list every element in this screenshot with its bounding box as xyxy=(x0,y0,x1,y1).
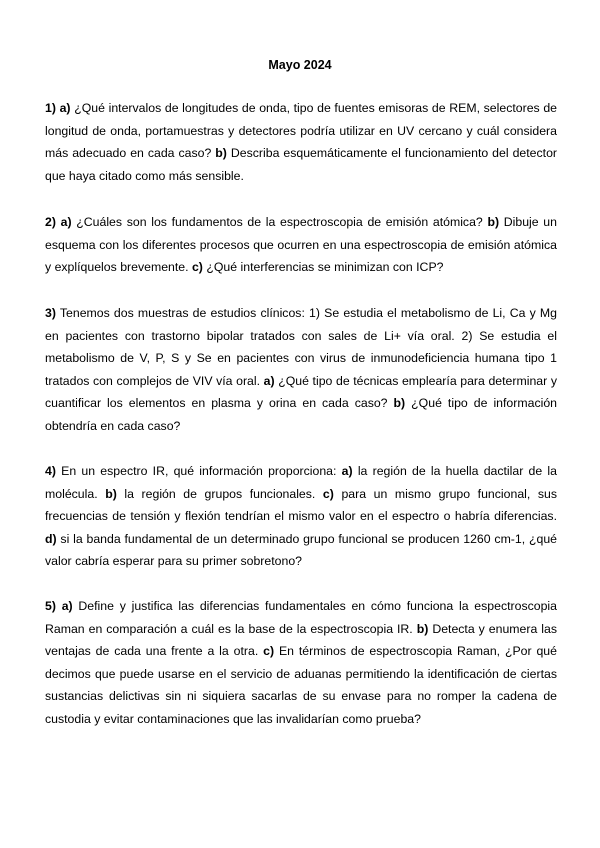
question-number: 2) xyxy=(45,215,56,229)
question-number: 4) xyxy=(45,464,56,478)
part-text-d: si la banda fundamental de un determinado grupo funcional se producen 1260 cm-1, ¿qué valor cabría esperar para su primer sobretono? xyxy=(45,531,557,569)
question-number: 3) xyxy=(45,306,56,320)
part-label-a: a) xyxy=(61,599,73,613)
part-label-d: d) xyxy=(45,531,57,546)
part-label-a: a) xyxy=(263,373,275,388)
part-label-a: a) xyxy=(341,464,353,478)
part-label-a: a) xyxy=(59,101,71,115)
part-label-a: a) xyxy=(60,215,72,229)
question-3 xyxy=(45,302,557,438)
part-text-b: Detecta y enumera las ventajas de cada una frente a la otra. xyxy=(45,621,558,659)
part-label-b: b) xyxy=(416,621,429,636)
part-text-a: Define y justifica las diferencias fundamentales en cómo funciona la espectroscopia Raman en comparación a cuál es la base de la espectroscopia IR. xyxy=(45,599,558,636)
question-2 xyxy=(45,211,557,279)
part-text-a: ¿Qué intervalos de longitudes de onda, tipo de fuentes emisoras de REM, selectores de longitud de onda, portamuestras y detectores podría utilizar en UV cercano y cuál considera más adecuado en cada caso? xyxy=(45,101,558,161)
part-text-c: para un mismo grupo funcional, sus frecuencias de tensión y flexión tendrían el mismo valor en el espectro o habría diferencias. xyxy=(45,486,558,524)
question-1 xyxy=(45,97,557,187)
exam-title: Mayo 2024 xyxy=(268,58,332,72)
question-4 xyxy=(45,460,557,573)
part-label-c: c) xyxy=(322,486,334,501)
part-label-b: b) xyxy=(215,146,227,161)
question-intro: Tenemos dos muestras de estudios clínicos: 1) Se estudia el metabolismo de Li, Ca y Mg en pacientes con trastorno bipolar tratados con sales de Li+ vía oral. 2) Se estudia el metabolismo de V, P, S y Se en pacientes con virus de inmunodeficiencia humana tipo 1 tratados con complejos de VIV vía oral. xyxy=(45,306,557,388)
part-label-c: c) xyxy=(191,260,203,275)
part-label-b: b) xyxy=(487,215,500,229)
part-text-a: la región de la huella dactilar de la molécula. xyxy=(45,464,557,501)
question-number: 5) xyxy=(45,599,56,613)
part-text-b: la región de grupos funcionales. xyxy=(124,486,316,501)
part-label-c: c) xyxy=(263,644,275,659)
part-text-b: ¿Qué tipo de información obtendría en cada caso? xyxy=(45,396,558,433)
question-intro: En un espectro IR, qué información proporciona: xyxy=(61,464,337,478)
part-label-b: b) xyxy=(105,486,117,501)
part-text-a: ¿Cuáles son los fundamentos de la espectroscopia de emisión atómica? xyxy=(76,215,483,229)
question-number: 1) xyxy=(45,101,56,115)
part-text-b: Dibuje un esquema con los diferentes procesos que ocurren en una espectroscopia de emisión atómica y explíquelos brevemente. xyxy=(45,215,557,275)
part-label-b: b) xyxy=(393,396,406,411)
question-5 xyxy=(45,595,557,731)
part-text-c: ¿Qué interferencias se minimizan con ICP? xyxy=(206,260,444,275)
part-text-c: En términos de espectroscopia Raman, ¿Por qué decimos que puede usarse en el servicio de aduanas permitiendo la identificación de ciertas sustancias delictivas sin ni siquiera sacarlas de su envase para no romper la cadena de custodia y evitar contaminaciones que las invalidarían como prueba? xyxy=(45,644,557,726)
part-text-a: ¿Qué tipo de técnicas emplearía para determinar y cuantificar los elementos en plasma y orina en cada caso? xyxy=(45,373,557,411)
part-text-b: Describa esquemáticamente el funcionamiento del detector que haya citado como más sensible. xyxy=(45,146,557,183)
